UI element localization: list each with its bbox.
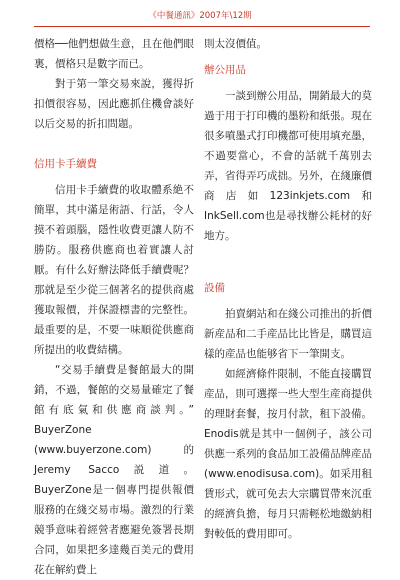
paragraph-continuation: 則太沒價值。 (204, 38, 267, 50)
header-divider (34, 26, 370, 27)
section-heading-office-supplies: 辦公用品 (204, 64, 246, 76)
section-heading-equipment: 設備 (204, 282, 225, 294)
page-header: 《中餐通訊》2007年\12期 (148, 11, 252, 21)
paragraph-first-deal-discount: 對于第一筆交易來說，獲得折扣價很容易，因此應抓住機會談好以后交易的折扣問題。 (34, 78, 194, 130)
paragraph-credit-card-fees: 信用卡手續費的收取體系絶不簡單，其中滿是術語、行話，令人摸不着頭腦，隱性收費更讓人防不勝防。服務供應商也着實讓人討厭。有什么好辦法降低手續費呢？那就是至少從三個著名的提供商處獲取報價，并保證標書的完整性。最重要的是，不要一味順從供應商所提出的收費結構。 (34, 184, 194, 356)
paragraph-equipment-leasing: 如經濟條件限制，不能直接購買産品，則可選擇一些大型生産商提供的理財套餐，按月付款，租下設備。Enodis就是其中一個例子，該公司供應一系列的食品加工設備品牌産品(www.enodisusa.com)。如采用租賃形式，就可免去大宗購買帶來沉重的經濟負擔，每月只需輕松地繳納相對較低的費用即可。 (204, 368, 372, 540)
paragraph-buyerzone-quote: “交易手續費是餐館最大的開銷，不過，餐館的交易量確定了餐館有底氣和供應商談判。” BuyerZone (www.buyerzone.com)的Jeremy Sacco説道。BuyerZone是一個專門提供報價服務的在綫交易市場。激烈的行業競爭意味着經營者應避免簽署長期合同，如果把多達幾百美元的費用花在解約費上 (34, 364, 194, 576)
paragraph-equipment-discounts: 拍賣網站和在綫公司推出的折價新産品和二手産品比比皆是，購買這樣的産品也能够省下一筆開支。 (204, 308, 372, 360)
section-heading-credit-card-fees: 信用卡手續費 (34, 158, 97, 170)
left-column (34, 34, 194, 580)
paragraph-price-numbers: 價格──他們想做生意，且在他們眼裏，價格只是數字而已。 (34, 38, 194, 70)
right-column (204, 34, 372, 544)
paragraph-office-supplies: 一談到辦公用品，開銷最大的莫過于用于打印機的墨粉和紙張。現在很多噴墨式打印機都可使用填充墨，不過要當心，不會的話就千萬别去弄，省得弄巧成拙。另外，在綫廉價商店如123inkjets.com和InkSell.com也是尋找辦公耗材的好地方。 (204, 90, 372, 242)
